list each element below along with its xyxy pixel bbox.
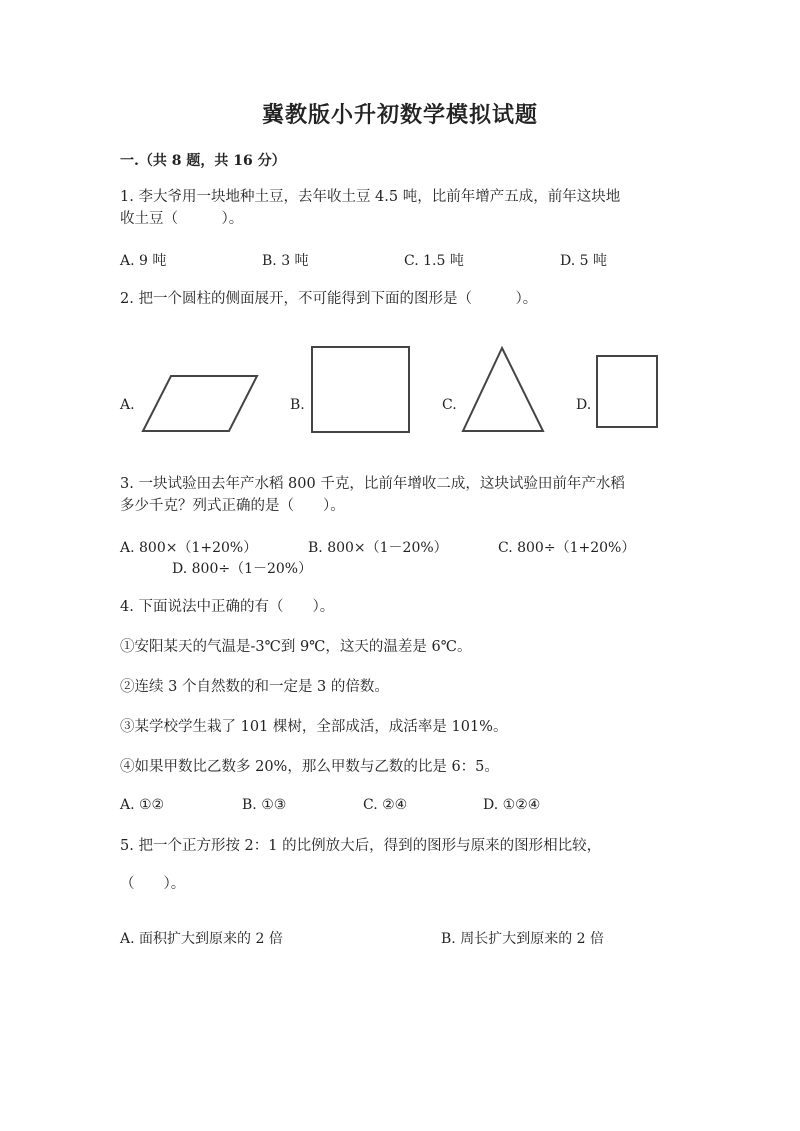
question-4-option-a: A. ①② bbox=[120, 797, 165, 813]
question-4-statement-1: ①安阳某天的气温是-3℃到 9℃，这天的温差是 6℃。 bbox=[120, 639, 472, 655]
question-1-line-2: 收土豆（ ）。 bbox=[120, 211, 244, 227]
question-4-line-1: 4. 下面说法中正确的有（ ）。 bbox=[120, 599, 335, 615]
question-2-label-a: A. bbox=[120, 397, 135, 413]
question-4-option-d: D. ①②④ bbox=[483, 797, 541, 813]
parallelogram-shape bbox=[140, 370, 260, 435]
triangle-shape bbox=[460, 344, 546, 434]
question-5-line-1: 5. 把一个正方形按 2：1 的比例放大后，得到的图形与原来的图形相比较， bbox=[120, 838, 602, 854]
square-shape bbox=[310, 344, 412, 434]
question-1-line-1: 1. 李大爷用一块地种土豆，去年收土豆 4.5 吨，比前年增产五成，前年这块地 bbox=[120, 189, 621, 205]
question-3-option-a: A. 800×（1+20%） bbox=[120, 540, 258, 556]
question-3-option-c: C. 800÷（1+20%） bbox=[498, 540, 636, 556]
question-3-option-d: D. 800÷（1－20%） bbox=[172, 561, 313, 577]
question-4-option-b: B. ①③ bbox=[242, 797, 287, 813]
question-3-line-1: 3. 一块试验田去年产水稻 800 千克，比前年增收二成，这块试验田前年产水稻 bbox=[120, 476, 625, 492]
question-2-label-c: C. bbox=[442, 397, 457, 413]
question-2-label-d: D. bbox=[576, 397, 592, 413]
question-4-statement-3: ③某学校学生栽了 101 棵树，全部成活，成活率是 101%。 bbox=[120, 719, 508, 735]
question-4-option-c: C. ②④ bbox=[363, 797, 408, 813]
page-title: 冀教版小升初数学模拟试题 bbox=[261, 102, 538, 128]
question-3-option-b: B. 800×（1－20%） bbox=[308, 540, 448, 556]
question-4-statement-4: ④如果甲数比乙数多 20%，那么甲数与乙数的比是 6：5。 bbox=[120, 759, 499, 775]
section-header: 一.（共 8 题，共 16 分） bbox=[120, 153, 286, 169]
rectangle-shape bbox=[595, 354, 659, 429]
question-1-option-b: B. 3 吨 bbox=[262, 253, 309, 269]
question-3-line-2: 多少千克？列式正确的是（ ）。 bbox=[120, 498, 345, 514]
question-5-option-b: B. 周长扩大到原来的 2 倍 bbox=[441, 931, 604, 947]
question-1-option-d: D. 5 吨 bbox=[560, 253, 607, 269]
question-4-statement-2: ②连续 3 个自然数的和一定是 3 的倍数。 bbox=[120, 679, 389, 695]
question-1-option-a: A. 9 吨 bbox=[120, 253, 167, 269]
question-2-line-1: 2. 把一个圆柱的侧面展开，不可能得到下面的图形是（ ）。 bbox=[120, 291, 538, 307]
question-2-label-b: B. bbox=[290, 397, 305, 413]
question-5-option-a: A. 面积扩大到原来的 2 倍 bbox=[120, 931, 283, 947]
question-5-line-2: （ ）。 bbox=[120, 876, 186, 892]
question-1-option-c: C. 1.5 吨 bbox=[404, 253, 464, 269]
